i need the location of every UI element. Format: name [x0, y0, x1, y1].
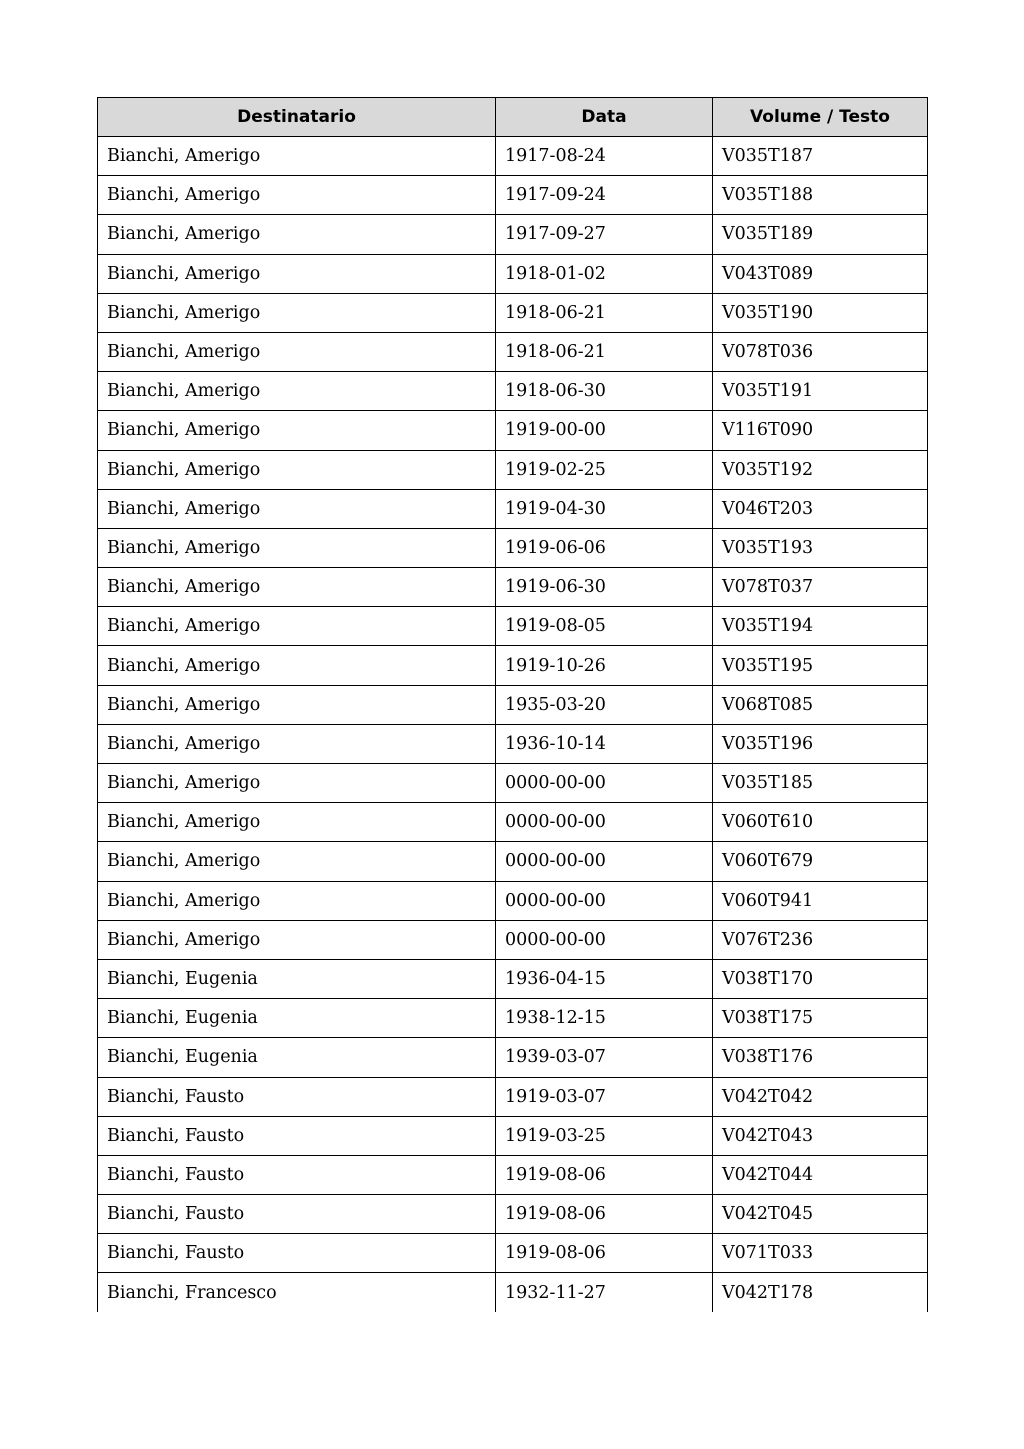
volume-text-cell: V042T043 [713, 1116, 928, 1155]
volume-text-cell: V035T194 [713, 607, 928, 646]
column-header-destinatario: Destinatario [98, 98, 496, 137]
volume-text-cell: V060T679 [713, 842, 928, 881]
column-header-volume-testo: Volume / Testo [713, 98, 928, 137]
volume-text-cell: V060T610 [713, 803, 928, 842]
volume-text-cell: V035T191 [713, 372, 928, 411]
date-cell: 1919-08-06 [496, 1234, 713, 1273]
volume-text-cell: V042T044 [713, 1155, 928, 1194]
volume-text-cell: V042T045 [713, 1195, 928, 1234]
table-row [98, 1116, 928, 1155]
recipient-cell: Bianchi, Amerigo [98, 803, 496, 842]
volume-text-cell: V038T175 [713, 999, 928, 1038]
table-row [98, 293, 928, 332]
table-body [98, 137, 928, 1313]
recipient-cell: Bianchi, Amerigo [98, 215, 496, 254]
recipient-cell: Bianchi, Amerigo [98, 450, 496, 489]
recipient-cell: Bianchi, Amerigo [98, 881, 496, 920]
volume-text-cell: V046T203 [713, 489, 928, 528]
recipient-cell: Bianchi, Amerigo [98, 528, 496, 567]
date-cell: 1919-06-30 [496, 568, 713, 607]
recipient-cell: Bianchi, Amerigo [98, 842, 496, 881]
recipient-cell: Bianchi, Amerigo [98, 137, 496, 176]
table-row [98, 881, 928, 920]
table-row [98, 842, 928, 881]
table-row [98, 1155, 928, 1194]
date-cell: 1919-03-25 [496, 1116, 713, 1155]
date-cell: 1936-10-14 [496, 724, 713, 763]
recipient-cell: Bianchi, Fausto [98, 1195, 496, 1234]
table-row [98, 450, 928, 489]
letters-table [97, 97, 928, 1312]
volume-text-cell: V078T036 [713, 332, 928, 371]
recipient-cell: Bianchi, Francesco [98, 1273, 496, 1312]
table-row [98, 528, 928, 567]
recipient-cell: Bianchi, Amerigo [98, 372, 496, 411]
date-cell: 1917-09-27 [496, 215, 713, 254]
table-row [98, 1038, 928, 1077]
date-cell: 1919-08-06 [496, 1195, 713, 1234]
recipient-cell: Bianchi, Amerigo [98, 411, 496, 450]
table-row [98, 685, 928, 724]
date-cell: 1917-09-24 [496, 176, 713, 215]
volume-text-cell: V071T033 [713, 1234, 928, 1273]
volume-text-cell: V035T185 [713, 764, 928, 803]
date-cell: 0000-00-00 [496, 803, 713, 842]
date-cell: 0000-00-00 [496, 920, 713, 959]
volume-text-cell: V038T176 [713, 1038, 928, 1077]
table-row [98, 999, 928, 1038]
table-row [98, 489, 928, 528]
volume-text-cell: V035T196 [713, 724, 928, 763]
volume-text-cell: V076T236 [713, 920, 928, 959]
table-row [98, 176, 928, 215]
recipient-cell: Bianchi, Amerigo [98, 293, 496, 332]
table-row [98, 920, 928, 959]
date-cell: 1919-04-30 [496, 489, 713, 528]
table-row [98, 411, 928, 450]
recipient-cell: Bianchi, Amerigo [98, 764, 496, 803]
volume-text-cell: V060T941 [713, 881, 928, 920]
table-row [98, 1195, 928, 1234]
table-row [98, 1077, 928, 1116]
volume-text-cell: V042T042 [713, 1077, 928, 1116]
date-cell: 1936-04-15 [496, 959, 713, 998]
table-row [98, 1234, 928, 1273]
date-cell: 1938-12-15 [496, 999, 713, 1038]
table-row [98, 254, 928, 293]
volume-text-cell: V035T188 [713, 176, 928, 215]
table-row [98, 215, 928, 254]
table-header [98, 98, 928, 137]
table-row [98, 568, 928, 607]
recipient-cell: Bianchi, Fausto [98, 1116, 496, 1155]
volume-text-cell: V042T178 [713, 1273, 928, 1312]
volume-text-cell: V035T195 [713, 646, 928, 685]
date-cell: 1917-08-24 [496, 137, 713, 176]
date-cell: 1919-02-25 [496, 450, 713, 489]
volume-text-cell: V035T193 [713, 528, 928, 567]
recipient-cell: Bianchi, Eugenia [98, 959, 496, 998]
table-row [98, 372, 928, 411]
date-cell: 1939-03-07 [496, 1038, 713, 1077]
date-cell: 1918-06-21 [496, 332, 713, 371]
recipient-cell: Bianchi, Amerigo [98, 724, 496, 763]
date-cell: 1935-03-20 [496, 685, 713, 724]
recipient-cell: Bianchi, Fausto [98, 1155, 496, 1194]
table-row [98, 646, 928, 685]
table-row [98, 959, 928, 998]
volume-text-cell: V038T170 [713, 959, 928, 998]
recipient-cell: Bianchi, Amerigo [98, 489, 496, 528]
volume-text-cell: V035T187 [713, 137, 928, 176]
header-row [98, 98, 928, 137]
recipient-cell: Bianchi, Amerigo [98, 685, 496, 724]
date-cell: 1918-06-21 [496, 293, 713, 332]
recipient-cell: Bianchi, Amerigo [98, 607, 496, 646]
date-cell: 1919-08-05 [496, 607, 713, 646]
table-row [98, 332, 928, 371]
table-row [98, 724, 928, 763]
volume-text-cell: V035T189 [713, 215, 928, 254]
recipient-cell: Bianchi, Amerigo [98, 646, 496, 685]
date-cell: 1919-06-06 [496, 528, 713, 567]
table-row [98, 764, 928, 803]
volume-text-cell: V035T192 [713, 450, 928, 489]
recipient-cell: Bianchi, Amerigo [98, 568, 496, 607]
date-cell: 0000-00-00 [496, 881, 713, 920]
document-page [97, 97, 927, 1312]
recipient-cell: Bianchi, Fausto [98, 1077, 496, 1116]
recipient-cell: Bianchi, Eugenia [98, 1038, 496, 1077]
date-cell: 0000-00-00 [496, 764, 713, 803]
volume-text-cell: V035T190 [713, 293, 928, 332]
recipient-cell: Bianchi, Fausto [98, 1234, 496, 1273]
volume-text-cell: V078T037 [713, 568, 928, 607]
table-row [98, 803, 928, 842]
recipient-cell: Bianchi, Eugenia [98, 999, 496, 1038]
recipient-cell: Bianchi, Amerigo [98, 332, 496, 371]
recipient-cell: Bianchi, Amerigo [98, 176, 496, 215]
volume-text-cell: V043T089 [713, 254, 928, 293]
table-row [98, 1273, 928, 1312]
volume-text-cell: V116T090 [713, 411, 928, 450]
date-cell: 0000-00-00 [496, 842, 713, 881]
recipient-cell: Bianchi, Amerigo [98, 920, 496, 959]
table-row [98, 607, 928, 646]
column-header-data: Data [496, 98, 713, 137]
table-row [98, 137, 928, 176]
date-cell: 1919-08-06 [496, 1155, 713, 1194]
recipient-cell: Bianchi, Amerigo [98, 254, 496, 293]
volume-text-cell: V068T085 [713, 685, 928, 724]
date-cell: 1919-10-26 [496, 646, 713, 685]
date-cell: 1932-11-27 [496, 1273, 713, 1312]
date-cell: 1918-06-30 [496, 372, 713, 411]
date-cell: 1919-03-07 [496, 1077, 713, 1116]
date-cell: 1918-01-02 [496, 254, 713, 293]
date-cell: 1919-00-00 [496, 411, 713, 450]
